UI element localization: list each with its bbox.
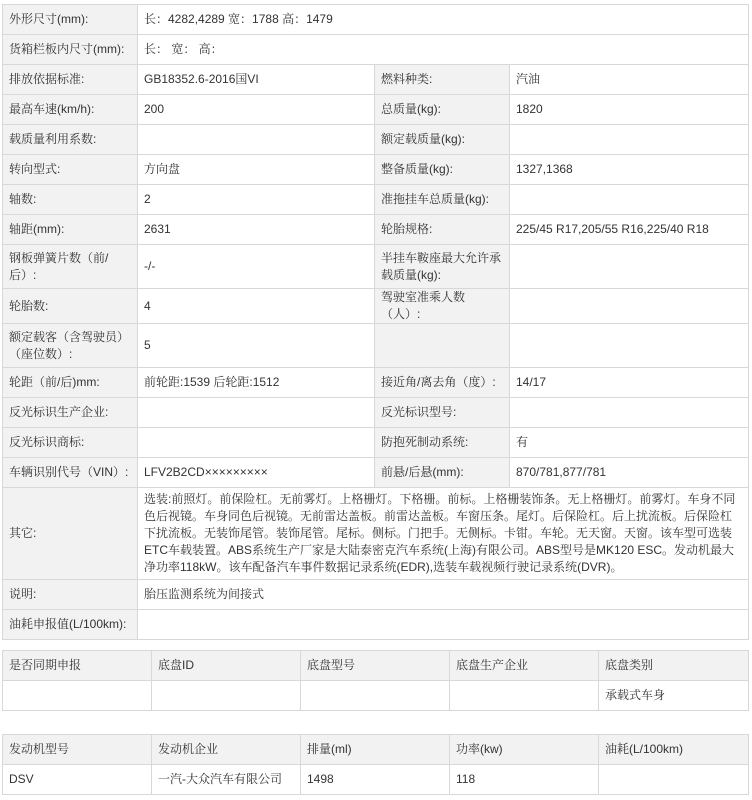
spec-value <box>138 125 375 155</box>
spec-row <box>3 35 749 65</box>
chassis-header-cell: 是否同期申报 <box>3 651 152 681</box>
spec-value: 方向盘 <box>138 155 375 185</box>
spec-value: 2631 <box>138 215 375 245</box>
spec-value <box>510 125 749 155</box>
chassis-value-cell <box>450 681 599 711</box>
spec-label: 反光标识商标: <box>3 428 138 458</box>
engine-header-cell: 发动机型号 <box>3 735 152 765</box>
spec-label: 额定载质量(kg): <box>375 125 510 155</box>
spec-value: 1820 <box>510 95 749 125</box>
spec-row <box>3 155 749 185</box>
spec-value <box>138 398 375 428</box>
spec-label: 轮胎规格: <box>375 215 510 245</box>
spec-row <box>3 610 749 640</box>
spec-value: 胎压监测系统为间接式 <box>138 580 749 610</box>
spec-row <box>3 95 749 125</box>
spec-label: 说明: <box>3 580 138 610</box>
spec-value: 有 <box>510 428 749 458</box>
chassis-header-cell: 底盘ID <box>152 651 301 681</box>
chassis-header-cell: 底盘生产企业 <box>450 651 599 681</box>
spec-label: 总质量(kg): <box>375 95 510 125</box>
spec-value: 225/45 R17,205/55 R16,225/40 R18 <box>510 215 749 245</box>
vehicle-spec-table <box>2 4 749 640</box>
spec-row <box>3 324 749 368</box>
spec-label: 外形尺寸(mm): <box>3 5 138 35</box>
engine-value-cell: DSV <box>3 765 152 795</box>
spec-label: 钢板弹簧片数（前/后）: <box>3 245 138 289</box>
chassis-header-cell: 底盘型号 <box>301 651 450 681</box>
engine-header-row <box>3 735 749 765</box>
spec-value: 870/781,877/781 <box>510 458 749 488</box>
spec-value: 1327,1368 <box>510 155 749 185</box>
spec-label: 反光标识生产企业: <box>3 398 138 428</box>
chassis-header-row <box>3 651 749 681</box>
spec-value: 200 <box>138 95 375 125</box>
spec-label: 最高车速(km/h): <box>3 95 138 125</box>
spec-label: 准拖挂车总质量(kg): <box>375 185 510 215</box>
engine-value-cell: 一汽-大众汽车有限公司 <box>152 765 301 795</box>
spec-value: 14/17 <box>510 368 749 398</box>
spec-value <box>510 398 749 428</box>
spec-row <box>3 245 749 289</box>
engine-value-cell: 1498 <box>301 765 450 795</box>
spec-label: 额定载客（含驾驶员）（座位数）: <box>3 324 138 368</box>
spec-label: 油耗申报值(L/100km): <box>3 610 138 640</box>
spec-label: 车辆识别代号（VIN）: <box>3 458 138 488</box>
spec-row <box>3 428 749 458</box>
engine-header-cell: 发动机企业 <box>152 735 301 765</box>
spec-value: -/- <box>138 245 375 289</box>
chassis-value-cell: 承载式车身 <box>599 681 749 711</box>
spec-row <box>3 125 749 155</box>
engine-header-cell: 排量(ml) <box>301 735 450 765</box>
spec-row <box>3 289 749 324</box>
spec-label: 整备质量(kg): <box>375 155 510 185</box>
spec-value: 选装:前照灯。前保险杠。无前雾灯。上格栅灯。下格栅。前标。上格栅装饰条。无上格栅灯。前雾灯。车身不同色后视镜。车身同色后视镜。无前雷达盖板。前雷达盖板。车窗压条。尾灯。后保险杠。后上扰流板。后保险杠下扰流板。无装饰尾管。装饰尾管。尾标。侧标。门把手。无侧标。卡钳。车轮。无天窗。天窗。该车型可选装ETC车载装置。ABS系统生产厂家是大陆泰密克汽车系统(上海)有限公司。ABS型号是MK120 ESC。发动机最大净功率118kW。该车配备汽车事件数据记录系统(EDR),选装车载视频行驶记录系统(DVR)。 <box>138 488 749 580</box>
spec-label: 防抱死制动系统: <box>375 428 510 458</box>
engine-value-cell <box>599 765 749 795</box>
spec-row <box>3 215 749 245</box>
spec-value: 2 <box>138 185 375 215</box>
spec-value: GB18352.6-2016国VI <box>138 65 375 95</box>
spec-value: 汽油 <box>510 65 749 95</box>
engine-table <box>2 734 749 795</box>
chassis-table <box>2 650 749 711</box>
spec-label: 轮距（前/后)mm: <box>3 368 138 398</box>
spec-label: 货箱栏板内尺寸(mm): <box>3 35 138 65</box>
spec-value: 前轮距:1539 后轮距:1512 <box>138 368 375 398</box>
spec-value: 4 <box>138 289 375 324</box>
spec-label: 反光标识型号: <box>375 398 510 428</box>
chassis-value-cell <box>3 681 152 711</box>
spec-row <box>3 368 749 398</box>
spec-label: 排放依据标准: <box>3 65 138 95</box>
spec-label: 驾驶室准乘人数（人）: <box>375 289 510 324</box>
spec-value <box>138 428 375 458</box>
spec-label: 半挂车鞍座最大允许承载质量(kg): <box>375 245 510 289</box>
spec-row <box>3 458 749 488</box>
spec-row <box>3 5 749 35</box>
spec-row <box>3 580 749 610</box>
spec-row <box>3 488 749 580</box>
spec-value <box>510 324 749 368</box>
spec-row <box>3 65 749 95</box>
engine-header-cell: 功率(kw) <box>450 735 599 765</box>
spec-label: 接近角/离去角（度）: <box>375 368 510 398</box>
spec-label: 轴距(mm): <box>3 215 138 245</box>
spec-label: 轮胎数: <box>3 289 138 324</box>
spec-value: 长：4282,4289 宽：1788 高：1479 <box>138 5 749 35</box>
spec-label: 轴数: <box>3 185 138 215</box>
spec-value <box>138 610 749 640</box>
engine-header-cell: 油耗(L/100km) <box>599 735 749 765</box>
spec-value <box>510 289 749 324</box>
spec-value: 长： 宽： 高： <box>138 35 749 65</box>
spec-label: 燃料种类: <box>375 65 510 95</box>
spec-label: 转向型式: <box>3 155 138 185</box>
chassis-value-row <box>3 681 749 711</box>
spec-label: 前悬/后悬(mm): <box>375 458 510 488</box>
spec-label: 载质量利用系数: <box>3 125 138 155</box>
chassis-value-cell <box>152 681 301 711</box>
spec-label <box>375 324 510 368</box>
spec-value: 5 <box>138 324 375 368</box>
chassis-header-cell: 底盘类别 <box>599 651 749 681</box>
engine-value-cell: 118 <box>450 765 599 795</box>
spec-row <box>3 398 749 428</box>
spec-label: 其它: <box>3 488 138 580</box>
spec-value: LFV2B2CD××××××××× <box>138 458 375 488</box>
chassis-value-cell <box>301 681 450 711</box>
engine-value-row <box>3 765 749 795</box>
spec-row <box>3 185 749 215</box>
spec-value <box>510 245 749 289</box>
spec-value <box>510 185 749 215</box>
